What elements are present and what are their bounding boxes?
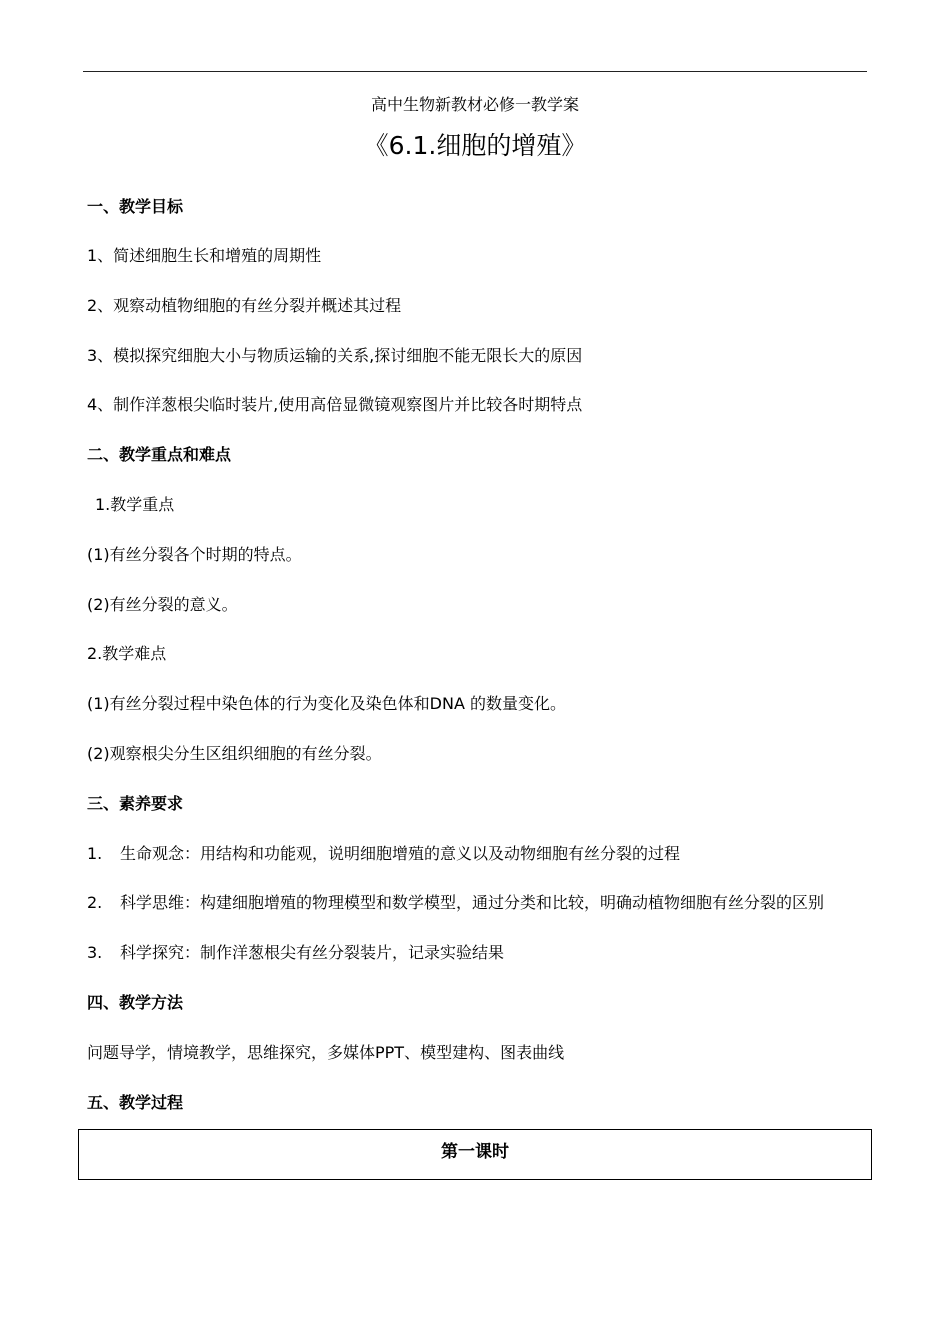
list-number: 2. — [87, 893, 103, 912]
goal-item: 1、简述细胞生长和增殖的周期性 — [87, 246, 322, 265]
key-point-item: (1)有丝分裂各个时期的特点。 — [87, 545, 302, 564]
methods-text: 问题导学，情境教学，思维探究，多媒体PPT、模型建构、图表曲线 — [87, 1043, 565, 1062]
key-point-item: (2)有丝分裂的意义。 — [87, 595, 238, 614]
list-number: 1. — [87, 844, 103, 863]
list-number: 3. — [87, 943, 103, 962]
goal-item: 3、模拟探究细胞大小与物质运输的关系,探讨细胞不能无限长大的原因 — [87, 346, 583, 365]
difficult-points-label: 2.教学难点 — [87, 644, 167, 663]
heading-key-points: 二、教学重点和难点 — [87, 445, 232, 464]
key-points-label: 1.教学重点 — [95, 495, 175, 514]
lesson-period-label: 第一课时 — [441, 1142, 509, 1162]
literacy-text: 生命观念：用结构和功能观，说明细胞增殖的意义以及动物细胞有丝分裂的过程 — [120, 844, 681, 863]
literacy-text: 科学探究：制作洋葱根尖有丝分裂装片，记录实验结果 — [120, 943, 505, 962]
difficult-point-item: (2)观察根尖分生区组织细胞的有丝分裂。 — [87, 744, 382, 763]
lesson-period-box — [78, 1129, 872, 1180]
heading-literacy: 三、素养要求 — [87, 794, 184, 813]
heading-teaching-process: 五、教学过程 — [87, 1093, 184, 1112]
heading-teaching-goals: 一、教学目标 — [87, 197, 184, 216]
goal-item: 4、制作洋葱根尖临时装片,使用高倍显微镜观察图片并比较各时期特点 — [87, 395, 583, 414]
document-subtitle: 高中生物新教材必修一教学案 — [370, 95, 579, 114]
header-rule — [83, 71, 867, 72]
goal-item: 2、观察动植物细胞的有丝分裂并概述其过程 — [87, 296, 402, 315]
difficult-point-item: (1)有丝分裂过程中染色体的行为变化及染色体和DNA 的数量变化。 — [87, 694, 566, 713]
heading-teaching-methods: 四、教学方法 — [87, 993, 184, 1012]
document-title: 《6.1.细胞的增殖》 — [363, 131, 587, 160]
literacy-text: 科学思维：构建细胞增殖的物理模型和数学模型，通过分类和比较，明确动植物细胞有丝分裂的区别 — [120, 893, 825, 912]
